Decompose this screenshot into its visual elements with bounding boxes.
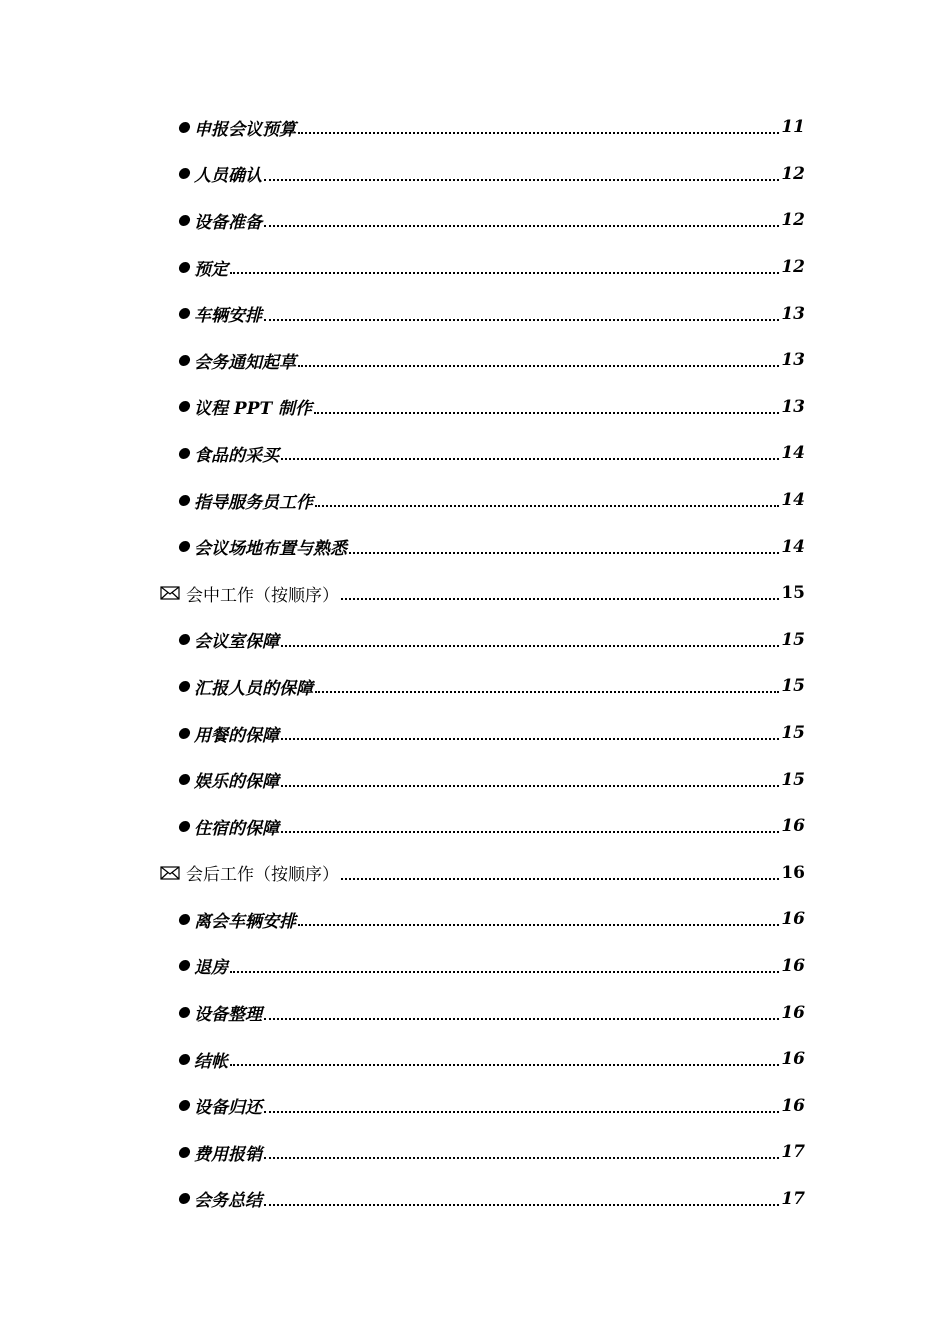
- toc-page-number: 12: [781, 163, 805, 184]
- toc-entry[interactable]: [0, 803, 950, 850]
- toc-entry[interactable]: [0, 1036, 950, 1083]
- dot-leader: [281, 738, 779, 740]
- toc-entry-label: 离会车辆安排: [194, 911, 296, 932]
- dot-leader: [298, 924, 779, 926]
- dot-leader: [314, 412, 779, 414]
- bullet-icon: [178, 821, 191, 832]
- bullet-icon: [178, 262, 191, 273]
- bullet-icon: [178, 1147, 191, 1158]
- dot-leader: [341, 598, 779, 600]
- dot-leader: [264, 179, 779, 181]
- toc-entry[interactable]: [0, 617, 950, 664]
- toc-entry-label: 会议场地布置与熟悉: [194, 539, 347, 560]
- envelope-icon: [160, 866, 180, 880]
- toc-entry[interactable]: [0, 104, 950, 151]
- bullet-icon: [178, 728, 191, 739]
- bullet-icon: [178, 122, 191, 133]
- bullet-icon: [178, 774, 191, 785]
- toc-entry[interactable]: [0, 151, 950, 198]
- toc-page-number: 16: [781, 909, 805, 930]
- toc-entry[interactable]: [0, 244, 950, 291]
- dot-leader: [315, 691, 779, 693]
- toc-entry-label: 设备整理: [194, 1005, 262, 1026]
- bullet-icon: [178, 1100, 191, 1111]
- toc-entry-label: 设备准备: [194, 212, 262, 233]
- toc-entry[interactable]: [0, 197, 950, 244]
- toc-entry[interactable]: [0, 477, 950, 524]
- toc-entry-label: 汇报人员的保障: [194, 678, 313, 699]
- toc-page-number: 14: [781, 536, 805, 557]
- toc-entry-label: 费用报销: [194, 1144, 262, 1165]
- dot-leader: [230, 971, 779, 973]
- toc-entry[interactable]: [0, 989, 950, 1036]
- toc-entry-label: 会务总结: [194, 1191, 262, 1212]
- bullet-icon: [178, 681, 191, 692]
- toc-page-number: 15: [781, 629, 805, 650]
- toc-entry-label: 议程 PPT 制作: [194, 399, 313, 420]
- bullet-icon: [178, 914, 191, 925]
- toc-page-number: 16: [781, 955, 805, 976]
- toc-entry[interactable]: [0, 337, 950, 384]
- toc-entry-label: 用餐的保障: [194, 725, 279, 746]
- bullet-icon: [178, 960, 191, 971]
- envelope-icon: [160, 586, 180, 600]
- toc-entry[interactable]: [0, 1129, 950, 1176]
- toc-entry-label: 会中工作（按顺序）: [186, 585, 339, 606]
- toc-entry-label: 指导服务员工作: [194, 492, 313, 513]
- toc-entry-label: 人员确认: [194, 166, 262, 187]
- dot-leader: [281, 831, 779, 833]
- bullet-icon: [178, 215, 191, 226]
- toc-page-number: 16: [781, 816, 805, 837]
- toc-page-number: 15: [781, 769, 805, 790]
- bullet-icon: [178, 1054, 191, 1065]
- toc-entry[interactable]: [0, 896, 950, 943]
- toc-entry-label: 会议室保障: [194, 632, 279, 653]
- toc-page-number: 16: [781, 1049, 805, 1070]
- table-of-contents: [0, 104, 950, 1222]
- toc-entry-label: 会后工作（按顺序）: [186, 865, 339, 886]
- dot-leader: [349, 552, 779, 554]
- dot-leader: [264, 319, 779, 321]
- toc-page-number: 16: [781, 1095, 805, 1116]
- bullet-icon: [178, 634, 191, 645]
- toc-entry-label: 结帐: [194, 1051, 228, 1072]
- toc-entry[interactable]: [0, 430, 950, 477]
- toc-entry[interactable]: [0, 943, 950, 990]
- dot-leader: [230, 1064, 779, 1066]
- toc-page-number: 13: [781, 303, 805, 324]
- toc-entry-label: 娱乐的保障: [194, 772, 279, 793]
- dot-leader: [230, 272, 779, 274]
- bullet-icon: [178, 448, 191, 459]
- toc-entry-label: 设备归还: [194, 1098, 262, 1119]
- toc-entry[interactable]: [0, 663, 950, 710]
- dot-leader: [264, 1018, 779, 1020]
- toc-page-number: 16: [781, 862, 805, 883]
- toc-entry[interactable]: [0, 710, 950, 757]
- dot-leader: [298, 365, 779, 367]
- toc-entry-label: 车辆安排: [194, 306, 262, 327]
- dot-leader: [281, 458, 779, 460]
- toc-entry[interactable]: [0, 523, 950, 570]
- dot-leader: [264, 1157, 779, 1159]
- toc-entry-label: 退房: [194, 958, 228, 979]
- bullet-icon: [178, 495, 191, 506]
- toc-entry-label: 申报会议预算: [194, 119, 296, 140]
- dot-leader: [264, 1111, 779, 1113]
- toc-entry-label: 住宿的保障: [194, 818, 279, 839]
- toc-page-number: 14: [781, 443, 805, 464]
- toc-entry[interactable]: [0, 1176, 950, 1223]
- bullet-icon: [178, 541, 191, 552]
- toc-entry[interactable]: [0, 1082, 950, 1129]
- bullet-icon: [178, 168, 191, 179]
- dot-leader: [281, 785, 779, 787]
- toc-entry[interactable]: [0, 290, 950, 337]
- toc-entry[interactable]: [0, 756, 950, 803]
- toc-section-entry[interactable]: [0, 570, 950, 617]
- bullet-icon: [178, 308, 191, 319]
- dot-leader: [264, 1204, 779, 1206]
- toc-section-entry[interactable]: [0, 850, 950, 897]
- dot-leader: [341, 878, 779, 880]
- toc-page-number: 15: [781, 723, 805, 744]
- toc-page-number: 11: [781, 117, 805, 138]
- dot-leader: [315, 505, 779, 507]
- toc-page-number: 14: [781, 490, 805, 511]
- toc-entry-label: 预定: [194, 259, 228, 280]
- toc-page-number: 17: [781, 1188, 805, 1209]
- bullet-icon: [178, 1007, 191, 1018]
- dot-leader: [264, 225, 779, 227]
- toc-entry[interactable]: [0, 384, 950, 431]
- dot-leader: [298, 132, 779, 134]
- toc-entry-label: 食品的采买: [194, 445, 279, 466]
- toc-page-number: 12: [781, 257, 805, 278]
- toc-page-number: 17: [781, 1142, 805, 1163]
- toc-page-number: 12: [781, 210, 805, 231]
- dot-leader: [281, 645, 779, 647]
- toc-page-number: 15: [781, 676, 805, 697]
- toc-page-number: 15: [781, 583, 805, 604]
- bullet-icon: [178, 401, 191, 412]
- toc-page-number: 16: [781, 1002, 805, 1023]
- toc-page-number: 13: [781, 396, 805, 417]
- toc-entry-label: 会务通知起草: [194, 352, 296, 373]
- toc-page-number: 13: [781, 350, 805, 371]
- bullet-icon: [178, 355, 191, 366]
- bullet-icon: [178, 1193, 191, 1204]
